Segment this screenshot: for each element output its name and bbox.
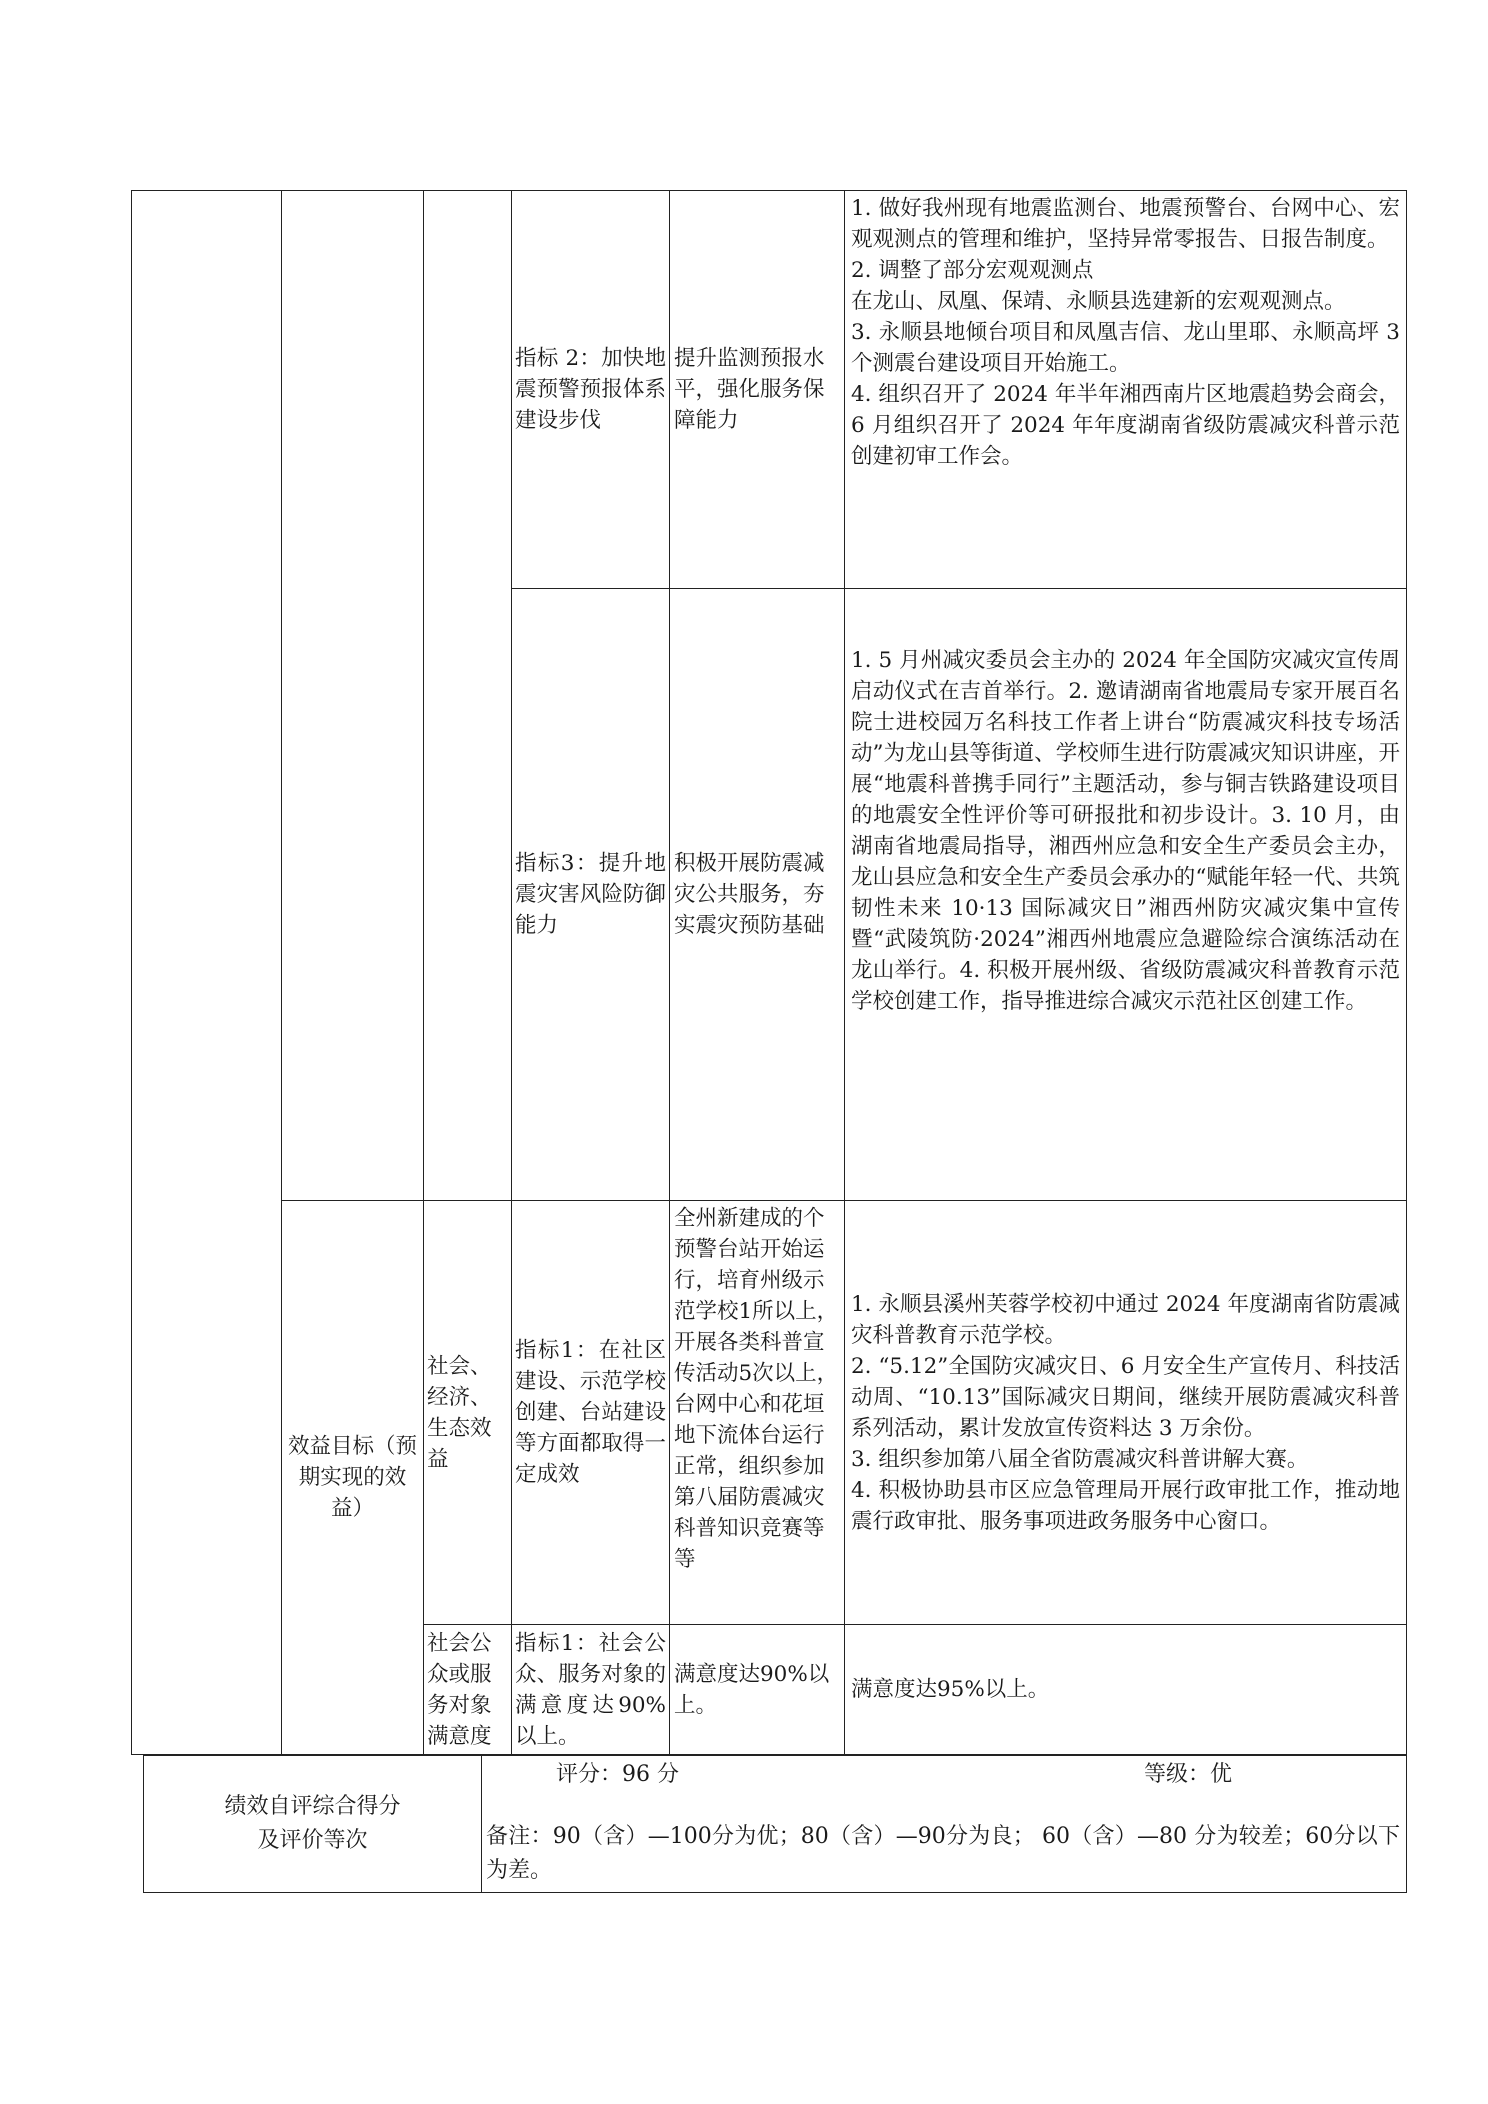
indicator-target: 满意度达90%以上。 (670, 1625, 845, 1755)
indicator-name: 指标1：社会公众、服务对象的满意度达90%以上。 (512, 1625, 670, 1755)
score-table (143, 1755, 1407, 1893)
indicator-target: 提升监测预报水平，强化服务保障能力 (670, 191, 845, 589)
indicator-result: 满意度达95%以上。 (845, 1625, 1407, 1755)
indicator-result (845, 191, 1407, 589)
indicator-name: 指标1：在社区建设、示范学校创建、台站建设等方面都取得一定成效 (512, 1201, 670, 1625)
result-line: 在龙山、凤凰、保靖、永顺县选建新的宏观观测点。 (851, 289, 1346, 314)
indicator-name: 指标 2：加快地震预警预报体系建设步伐 (512, 191, 670, 589)
blank-cell (424, 191, 512, 1201)
result-line: 2. “5.12”全国防灾减灾日、6 月安全生产宣传月、科技活动周、“10.13”国际减灾日期间，继续开展防震减灾科普系列活动，累计发放宣传资料达 3 万余份。 (851, 1353, 1400, 1441)
performance-table (131, 190, 1407, 1755)
indicator-result (845, 1201, 1407, 1625)
score-content (482, 1756, 1407, 1893)
result-line: 4. 积极协助县市区应急管理局开展行政审批工作，推动地震行政审批、服务事项进政务服务中心窗口。 (851, 1477, 1400, 1534)
grading-note: 备注：90（含）—100分为优；80（含）—90分为良； 60（含）—80 分为较差；60分以下为差。 (486, 1824, 1400, 1883)
blank-cell (132, 191, 282, 1755)
sub-category: 社会、经济、生态效益 (424, 1201, 512, 1625)
score-label-line: 绩效自评综合得分 (224, 1794, 401, 1819)
score-label (144, 1756, 482, 1893)
indicator-target: 积极开展防震减灾公共服务，夯实震灾预防基础 (670, 589, 845, 1201)
sub-category: 社会公众或服务对象满意度 (424, 1625, 512, 1755)
indicator-target: 全州新建成的个预警台站开始运行，培育州级示范学校1所以上，开展各类科普宣传活动5次以上，台网中心和花垣地下流体台运行正常，组织参加第八届防震减灾科普知识竞赛等等 (670, 1201, 845, 1625)
indicator-result: 1. 5 月州减灾委员会主办的 2024 年全国防灾减灾宣传周启动仪式在吉首举行。2. 邀请湖南省地震局专家开展百名院士进校园万名科技工作者上讲台“防震减灾科技专场活动”为龙山县等街道、学校师生进行防震减灾知识讲座，开展“地震科普携手同行”主题活动，参与铜吉铁路建设项目的地震安全性评价等可研报批和初步设计。3. 10 月，由湖南省地震局指导，湘西州应急和安全生产委员会主办，龙山县应急和安全生产委员会承办的“赋能年轻一代、共筑韧性未来 10·13 国际减灾日”湘西州防灾减灾集中宣传暨“武陵筑防·2024”湘西州地震应急避险综合演练活动在龙山举行。4. 积极开展州级、省级防震减灾科普教育示范学校创建工作，指导推进综合减灾示范社区创建工作。 (845, 589, 1407, 1201)
result-line: 2. 调整了部分宏观观测点 (851, 258, 1094, 283)
table-row (132, 1201, 1407, 1625)
score-value: 评分：96 分 (556, 1762, 679, 1787)
score-label-line: 及评价等次 (257, 1828, 368, 1853)
result-line: 3. 组织参加第八届全省防震减灾科普讲解大赛。 (851, 1446, 1309, 1472)
result-line: 1. 永顺县溪州芙蓉学校初中通过 2024 年度湖南省防震减灾科普教育示范学校。 (851, 1291, 1400, 1348)
benefit-category: 效益目标（预期实现的效益） (282, 1201, 424, 1755)
result-line: 1. 做好我州现有地震监测台、地震预警台、台网中心、宏观观测点的管理和维护，坚持异常零报告、日报告制度。 (851, 196, 1400, 252)
result-line: 4. 组织召开了 2024 年半年湘西南片区地震趋势会商会，6 月组织召开了 2024 年年度湖南省级防震减灾科普示范创建初审工作会。 (851, 382, 1400, 469)
result-line: 3. 永顺县地倾台项目和凤凰吉信、龙山里耶、永顺高坪 3 个测震台建设项目开始施工。 (851, 320, 1400, 376)
indicator-name: 指标3：提升地震灾害风险防御能力 (512, 589, 670, 1201)
blank-cell (282, 191, 424, 1201)
grade-value: 等级：优 (1143, 1762, 1232, 1787)
table-row (132, 191, 1407, 589)
